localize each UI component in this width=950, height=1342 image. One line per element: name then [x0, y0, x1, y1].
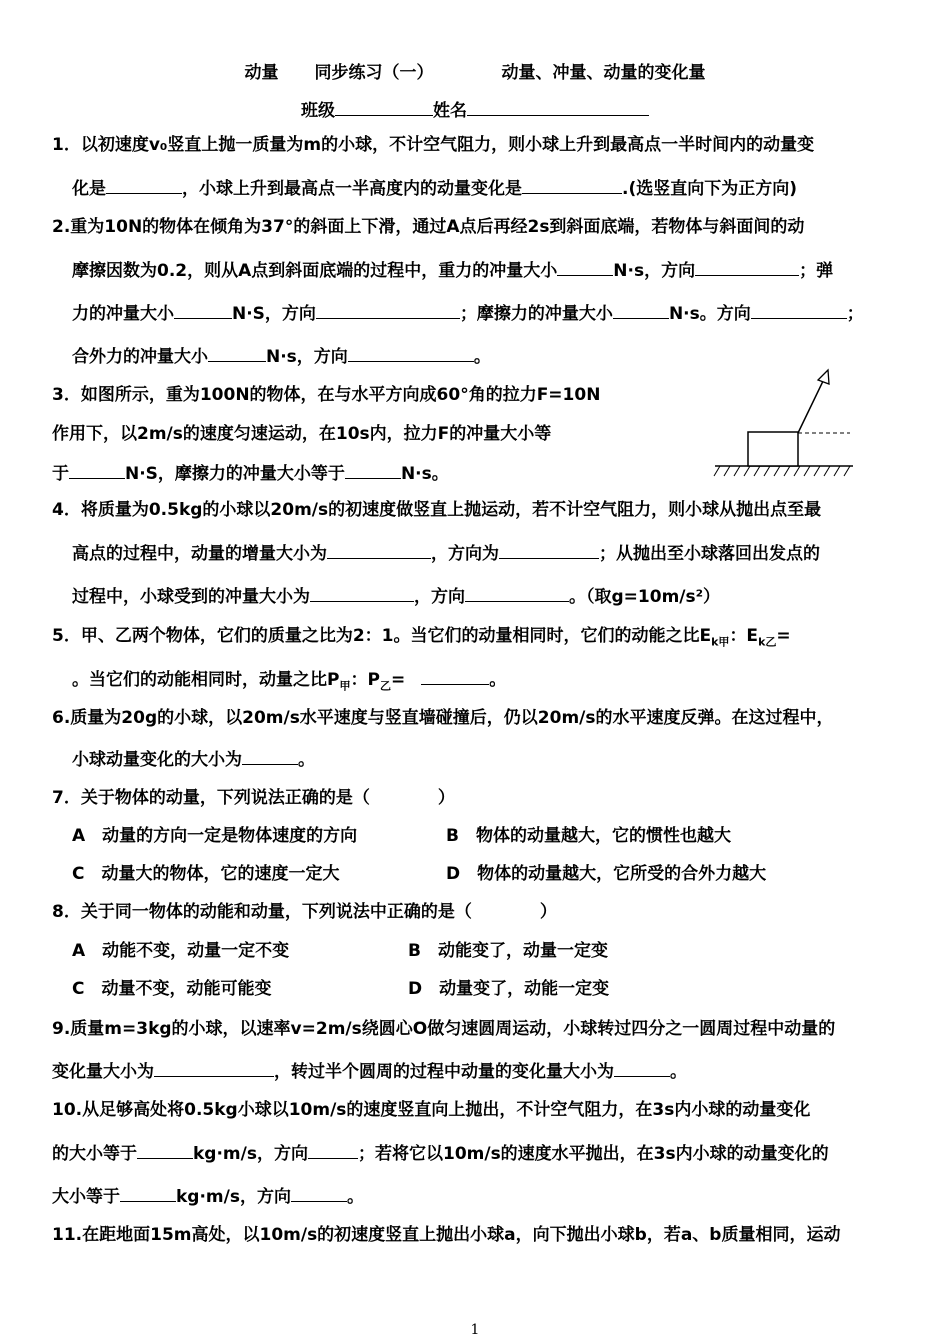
question-8-option-d[interactable]: D 动量变了，动能一定变 — [408, 979, 610, 999]
answer-blank[interactable] — [69, 462, 125, 479]
question-8-option-c[interactable]: C 动量不变，动能可能变 — [72, 979, 272, 999]
page-number: 1 — [470, 1322, 480, 1338]
answer-blank[interactable] — [174, 302, 232, 319]
answer-blank[interactable] — [310, 585, 414, 602]
answer-blank[interactable] — [465, 585, 569, 602]
question-9-line-1: 9.质量m=3kg的小球，以速率v=2m/s绕圆心O做匀速圆周运动，小球转过四分之一圆周过程中动量的 — [52, 1019, 836, 1039]
question-1-line-1: 1．以初速度v₀竖直上抛一质量为m的小球，不计空气阻力，则小球上升到最高点一半时间内的动量变 — [52, 135, 815, 155]
question-5-line-1: 5．甲、乙两个物体，它们的质量之比为2：1。当它们的动量相同时，它们的动能之比$E_{k甲}$：$E_{k乙}=$ — [52, 626, 791, 649]
answer-blank[interactable] — [499, 542, 599, 559]
ground-hatching — [714, 466, 850, 476]
question-4-line-1: 4．将质量为0.5kg的小球以20m/s的初速度做竖直上抛运动，若不计空气阻力，则小球从抛出点至最 — [52, 500, 822, 520]
answer-blank[interactable] — [522, 177, 622, 194]
question-5-line-2: 。当它们的动能相同时，动量之比$P_甲$：$P_乙=$ 。 — [72, 670, 507, 693]
question-7-option-a[interactable]: A 动量的方向一定是物体速度的方向 — [72, 826, 358, 846]
answer-blank[interactable] — [316, 302, 460, 319]
question-6-line-2: 小球动量变化的大小为 。 — [72, 750, 315, 770]
answer-blank[interactable] — [348, 345, 474, 362]
answer-blank[interactable] — [137, 1142, 193, 1159]
question-7-option-c[interactable]: C 动量大的物体，它的速度一定大 — [72, 864, 340, 884]
answer-blank[interactable] — [345, 462, 401, 479]
answer-blank[interactable] — [308, 1142, 358, 1159]
question-2-line-3: 力的冲量大小 N·S，方向 ；摩擦力的冲量大小 N·s。方向 ； — [72, 304, 864, 324]
class-label: 班级 — [301, 101, 335, 121]
question-10-line-1: 10.从足够高处将0.5kg小球以10m/s的速度竖直向上抛出，不计空气阻力，在3s内小球的动量变化 — [52, 1100, 811, 1120]
question-3-line-3: 于 N·S，摩擦力的冲量大小等于 N·s。 — [52, 464, 449, 484]
answer-blank[interactable] — [120, 1185, 176, 1202]
question-7: 7．关于物体的动量，下列说法正确的是（ ） — [52, 788, 455, 808]
answer-blank[interactable] — [751, 302, 847, 319]
question-11-line-1: 11.在距地面15m高处，以10m/s的初速度竖直上抛出小球a，向下抛出小球b，若a、b质量相同，运动 — [52, 1225, 841, 1245]
question-2-line-1: 2.重为10N的物体在倾角为37°的斜面上下滑，通过A点后再经2s到斜面底端，若物体与斜面间的动 — [52, 217, 805, 237]
answer-blank[interactable] — [613, 302, 669, 319]
question-8: 8．关于同一物体的动能和动量，下列说法中正确的是（ ） — [52, 902, 557, 922]
question-9-line-2: 变化量大小为 ，转过半个圆周的过程中动量的变化量大小为 。 — [52, 1062, 687, 1082]
answer-blank[interactable] — [291, 1185, 347, 1202]
answer-blank[interactable] — [106, 177, 182, 194]
question-4-line-3: 过程中，小球受到的冲量大小为 ，方向 。（取g=10m/s²） — [72, 587, 721, 607]
answer-blank[interactable] — [242, 748, 298, 765]
answer-blank[interactable] — [614, 1060, 670, 1077]
question-2-line-2: 摩擦因数为0.2，则从A点到斜面底端的过程中，重力的冲量大小 N·s，方向 ；弹 — [72, 261, 834, 281]
force-diagram — [710, 365, 860, 485]
class-name-line — [0, 96, 950, 121]
page-title: 动量 同步练习（一） 动量、冲量、动量的变化量 — [244, 63, 706, 83]
question-10-line-2: 的大小等于 kg·m/s，方向 ；若将它以10m/s的速度水平抛出，在3s内小球的动量变化的 — [52, 1144, 829, 1164]
force-arrow — [798, 377, 825, 433]
question-4-line-2: 高点的过程中，动量的增量大小为 ，方向为 ；从抛出至小球落回出发点的 — [72, 544, 820, 564]
question-3-line-2: 作用下，以2m/s的速度匀速运动，在10s内，拉力F的冲量大小等 — [52, 424, 552, 444]
answer-blank[interactable] — [421, 668, 489, 685]
question-6-line-1: 6.质量为20g的小球，以20m/s水平速度与竖直墙碰撞后，仍以20m/s的水平速度反弹。在这过程中， — [52, 708, 834, 728]
question-2-line-4: 合外力的冲量大小 N·s，方向 。 — [72, 347, 491, 367]
answer-blank[interactable] — [557, 259, 613, 276]
block — [748, 432, 798, 466]
answer-blank[interactable] — [208, 345, 266, 362]
question-7-option-d[interactable]: D 物体的动量越大，它所受的合外力越大 — [446, 864, 767, 884]
question-8-option-a[interactable]: A 动能不变，动量一定不变 — [72, 941, 290, 961]
question-8-option-b[interactable]: B 动能变了，动量一定变 — [408, 941, 608, 961]
answer-blank[interactable] — [154, 1060, 274, 1077]
question-7-option-b[interactable]: B 物体的动量越大，它的惯性也越大 — [446, 826, 731, 846]
arrow-head — [818, 370, 829, 384]
question-1-line-2: 化是 ，小球上升到最高点一半高度内的动量变化是 .(选竖直向下为正方向) — [72, 179, 797, 199]
name-label: 姓名 — [433, 101, 467, 121]
question-10-line-3: 大小等于 kg·m/s，方向 。 — [52, 1187, 364, 1207]
answer-blank[interactable] — [695, 259, 799, 276]
answer-blank[interactable] — [327, 542, 431, 559]
question-3-line-1: 3．如图所示，重为100N的物体，在与水平方向成60°角的拉力F=10N — [52, 385, 601, 405]
